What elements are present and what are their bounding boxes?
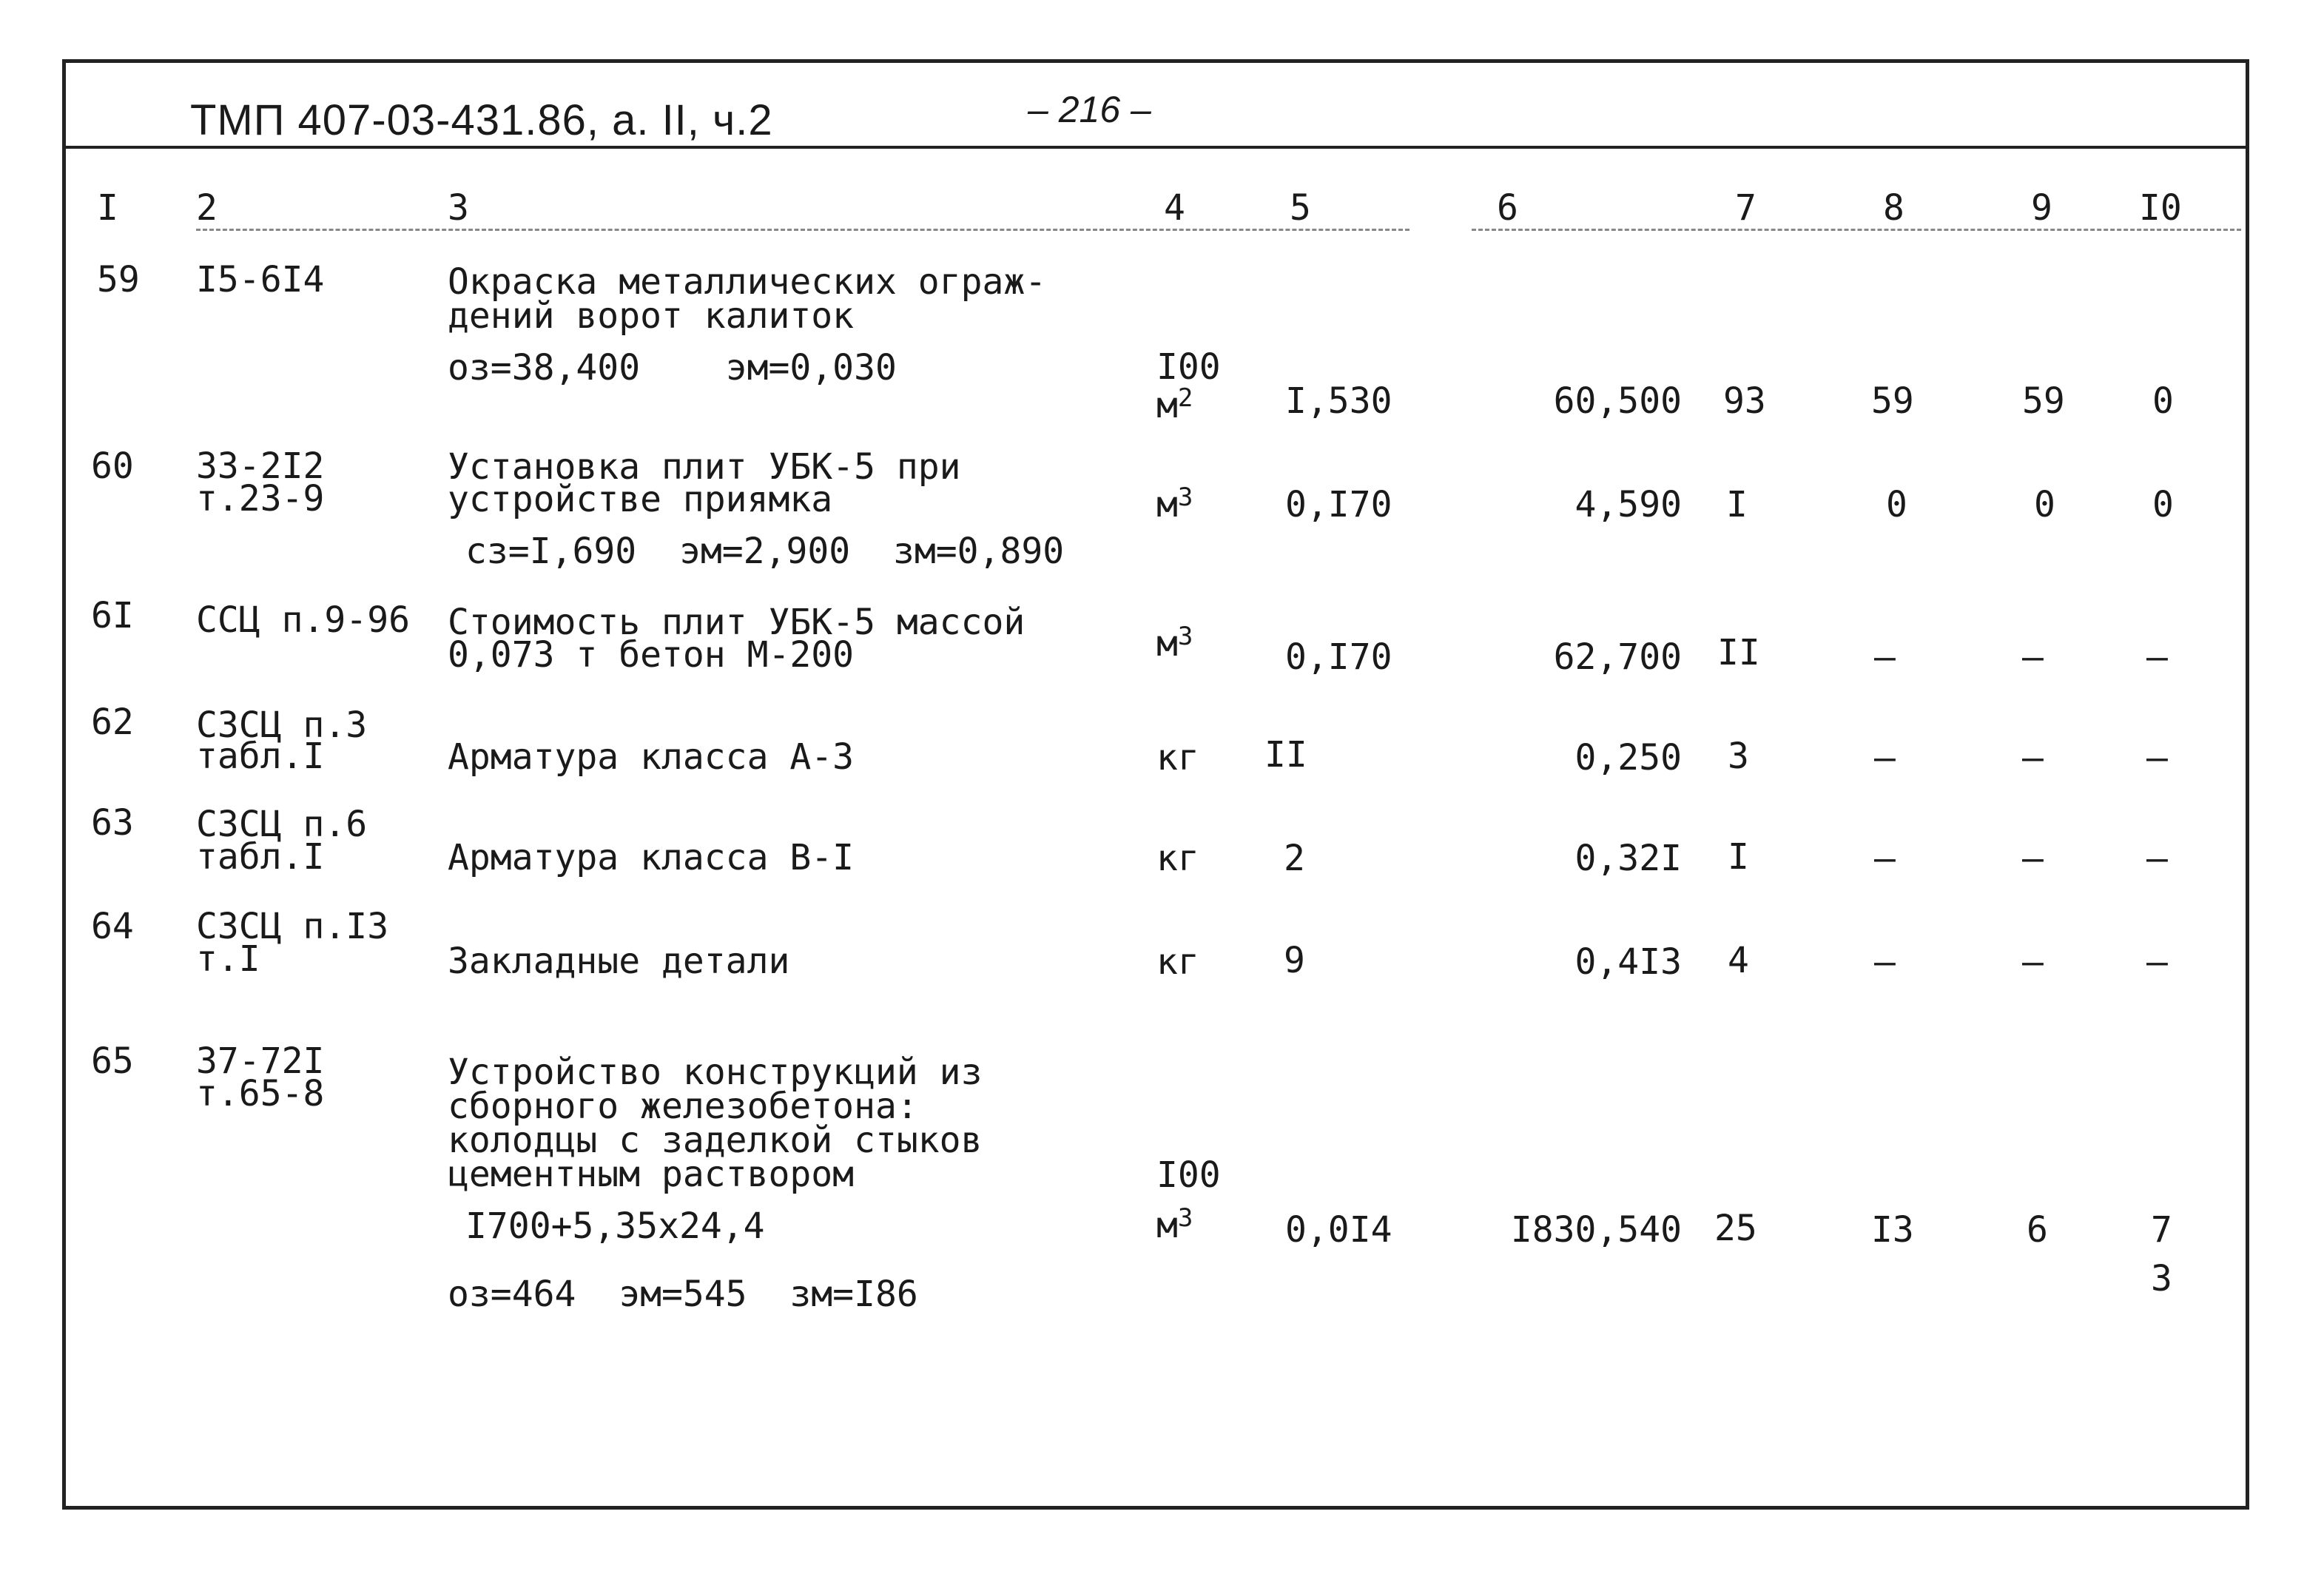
row-col6: 62,700 (1553, 636, 1682, 678)
row-col9: – (2022, 737, 2044, 778)
row-formula-2: оз=464 эм=545 зм=I86 (448, 1274, 918, 1315)
row-col6: 4,590 (1574, 484, 1682, 525)
row-col5: 0,I70 (1285, 636, 1392, 678)
col-header-10: I0 (2139, 187, 2182, 229)
row-unit: кг (1156, 941, 1199, 983)
row-col8: I3 (1871, 1209, 1914, 1251)
row-col10: – (2146, 737, 2168, 778)
document-code: ТМП 407-03-431.86, а. II, ч.2 (190, 96, 773, 144)
row-code: табл.I (196, 736, 325, 777)
row-col10: 0 (2152, 380, 2174, 422)
row-col5: II (1264, 734, 1307, 776)
header-underline-2 (1472, 229, 2241, 231)
row-col6: 0,4I3 (1574, 941, 1682, 983)
row-col7: I (1726, 484, 1748, 525)
row-number: 62 (91, 702, 134, 743)
row-unit: $м^2$ (1156, 383, 1193, 426)
row-code: ССЦ п.9-96 (196, 599, 410, 641)
row-code: СЗСЦ п.I3 (196, 906, 389, 947)
row-col10: – (2146, 838, 2168, 879)
row-number: 64 (91, 906, 134, 947)
col-header-3: 3 (448, 187, 469, 229)
row-code: т.23-9 (196, 478, 325, 519)
row-description-line: Закладные детали (448, 941, 790, 982)
row-description-line: колодцы с заделкой стыков (448, 1120, 983, 1161)
row-col9: – (2022, 636, 2044, 678)
row-col7: 25 (1714, 1208, 1757, 1249)
row-col7: 4 (1728, 940, 1749, 981)
row-description-line: Окраска металлических ограж- (448, 261, 1047, 303)
row-number: 65 (91, 1040, 134, 1082)
row-col8: – (1874, 941, 1896, 983)
row-col6: 60,500 (1553, 380, 1682, 422)
row-col9: 59 (2022, 380, 2065, 422)
row-code: табл.I (196, 836, 325, 878)
row-col10: – (2146, 941, 2168, 983)
row-col8: 0 (1886, 484, 1907, 525)
row-unit: кг (1156, 838, 1199, 879)
row-number: 6I (91, 595, 134, 636)
row-description-line: дений ворот калиток (448, 295, 855, 337)
row-number: 63 (91, 802, 134, 844)
header-underline (196, 229, 1409, 231)
col-header-9: 9 (2031, 187, 2052, 229)
row-col8: – (1874, 838, 1896, 879)
row-col8: 59 (1871, 380, 1914, 422)
row-formula: I700+5,35х24,4 (465, 1205, 765, 1247)
row-col7: 93 (1723, 380, 1766, 422)
row-unit: кг (1156, 737, 1199, 778)
page-number: – 216 – (1028, 89, 1151, 130)
row-description-line: 0,073 т бетон М-200 (448, 634, 855, 676)
row-description-line: устройстве приямка (448, 479, 833, 520)
row-col5: I,530 (1285, 380, 1392, 422)
row-code: 33-2I2 (196, 445, 325, 487)
row-col5: 2 (1284, 838, 1305, 879)
col-header-4: 4 (1164, 187, 1185, 229)
row-formula: оз=38,400 эм=0,030 (448, 347, 897, 388)
row-col6: 0,32I (1574, 838, 1682, 879)
row-unit: $м^3$ (1156, 622, 1193, 665)
row-col10: 0 (2152, 484, 2174, 525)
row-code: I5-6I4 (196, 259, 325, 300)
row-description-line: Устройство конструкций из (448, 1052, 983, 1093)
row-code: 37-72I (196, 1040, 325, 1082)
row-col6: I830,540 (1510, 1209, 1682, 1251)
row-col5: 9 (1284, 940, 1305, 981)
row-description-line: Арматура класса В-I (448, 837, 855, 878)
header-divider (66, 146, 2246, 149)
row-col8: – (1874, 737, 1896, 778)
row-description-line: Стоимость плит УБК-5 массой (448, 602, 1025, 643)
row-col6: 0,250 (1574, 737, 1682, 778)
row-col5: 0,0I4 (1285, 1209, 1392, 1251)
row-code: СЗСЦ п.6 (196, 804, 368, 845)
row-code: т.I (196, 938, 260, 980)
col-header-7: 7 (1735, 187, 1757, 229)
row-col9: 6 (2027, 1209, 2048, 1251)
row-formula: сз=I,690 эм=2,900 зм=0,890 (465, 531, 1065, 572)
row-code: т.65-8 (196, 1073, 325, 1114)
row-unit: $м^3$ (1156, 1203, 1193, 1246)
row-description-line: Арматура класса А-3 (448, 736, 855, 778)
row-unit: $м^3$ (1156, 482, 1193, 525)
row-unit-prefix: I00 (1156, 346, 1221, 388)
row-col7: 3 (1728, 736, 1749, 777)
row-number: 59 (97, 259, 140, 300)
row-col10: 7 (2151, 1209, 2172, 1251)
row-col7: I (1728, 836, 1749, 878)
row-col10-extra: 3 (2151, 1258, 2172, 1299)
row-description-line: Установка плит УБК-5 при (448, 446, 961, 488)
col-header-1: I (97, 187, 118, 229)
row-number: 60 (91, 445, 134, 487)
col-header-2: 2 (196, 187, 218, 229)
row-col9: – (2022, 838, 2044, 879)
row-description-line: сборного железобетона: (448, 1086, 918, 1127)
col-header-8: 8 (1883, 187, 1904, 229)
row-col8: – (1874, 636, 1896, 678)
row-col10: – (2146, 636, 2168, 678)
row-code: СЗСЦ п.3 (196, 704, 368, 746)
row-col5: 0,I70 (1285, 484, 1392, 525)
row-col7: II (1717, 632, 1760, 673)
row-col9: 0 (2034, 484, 2055, 525)
col-header-6: 6 (1497, 187, 1518, 229)
col-header-5: 5 (1290, 187, 1311, 229)
row-col9: – (2022, 941, 2044, 983)
row-description-line: цементным раствором (448, 1154, 855, 1195)
row-unit-prefix: I00 (1156, 1154, 1221, 1196)
document-frame (62, 59, 2249, 1510)
